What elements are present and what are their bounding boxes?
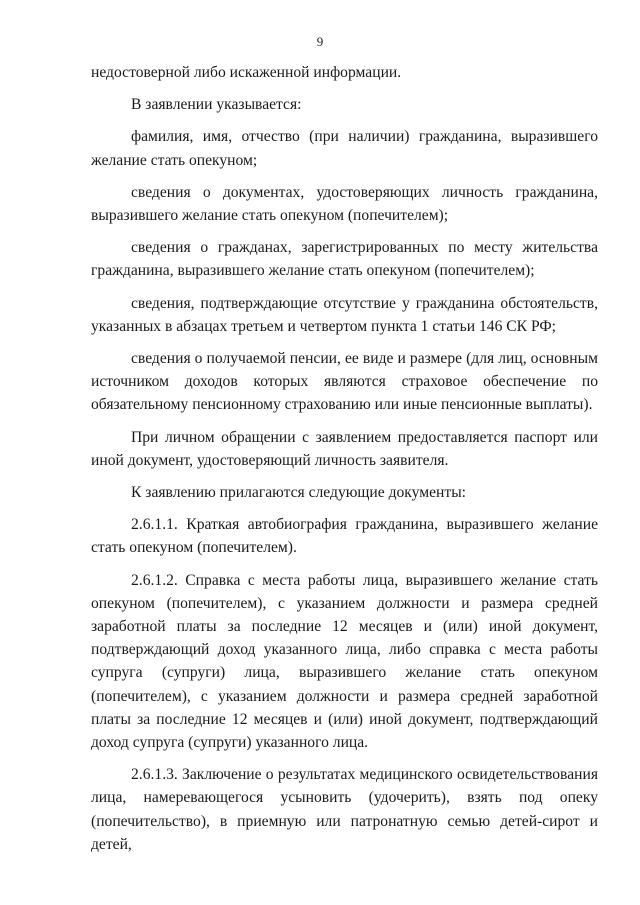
paragraph-attached-documents-intro: К заявлению прилагаются следующие документы:	[131, 484, 467, 502]
paragraph-applicant-name: фамилия, имя, отчество (при наличии) гражданина, выразившего желание стать опекуном;	[91, 128, 598, 169]
paragraph-pension-info: сведения о получаемой пенсии, ее виде и размере (для лиц, основным источником доходов которых являются страховое обеспечение по обязательному пенсионному страхованию или иные пенсионные выплаты).	[91, 350, 598, 414]
paragraph-registered-residents: сведения о гражданах, зарегистрированных по месту жительства гражданина, выразившего желание стать опекуном (попечителем);	[91, 239, 598, 280]
paragraph-item-2-6-1-2: 2.6.1.2. Справка с места работы лица, выразившего желание стать опекуном (попечителем), с указанием должности и размера средней заработной платы за последние 12 месяцев и (или) иной документ, подтверждающий доход указанного лица, либо справка с места работы супруга (супруги) лица, выразившего желание стать опекуном (попечителем), с указанием должности и размера средней заработной платы за последние 12 месяцев и (или) иной документ, подтверждающий доход супруга (супруги) указанного лица.	[91, 571, 598, 752]
paragraph-personal-appeal: При личном обращении с заявлением предоставляется паспорт или иной документ, удостоверяющий личность заявителя.	[91, 428, 598, 469]
page-number: 9	[316, 34, 324, 49]
paragraph-absence-of-circumstances: сведения, подтверждающие отсутствие у гражданина обстоятельств, указанных в абзацах третьем и четвертом пункта 1 статьи 146 СК РФ;	[91, 294, 598, 335]
paragraph-item-2-6-1-1: 2.6.1.1. Краткая автобиография гражданина, выразившего желание стать опекуном (попечителем).	[91, 516, 598, 557]
paragraph-item-2-6-1-3: 2.6.1.3. Заключение о результатах медицинского освидетельствования лица, намеревающегося усыновить (удочерить), взять под опеку (попечительство), в приемную или патронатную семью детей-сирот и детей,	[91, 766, 598, 853]
paragraph-identity-documents: сведения о документах, удостоверяющих личность гражданина, выразившего желание стать опекуном (попечителем);	[91, 183, 598, 225]
paragraph-application-contents-intro: В заявлении указывается:	[131, 96, 302, 114]
paragraph-continuation: недостоверной либо искаженной информации.	[91, 64, 402, 81]
document-body	[91, 61, 598, 856]
